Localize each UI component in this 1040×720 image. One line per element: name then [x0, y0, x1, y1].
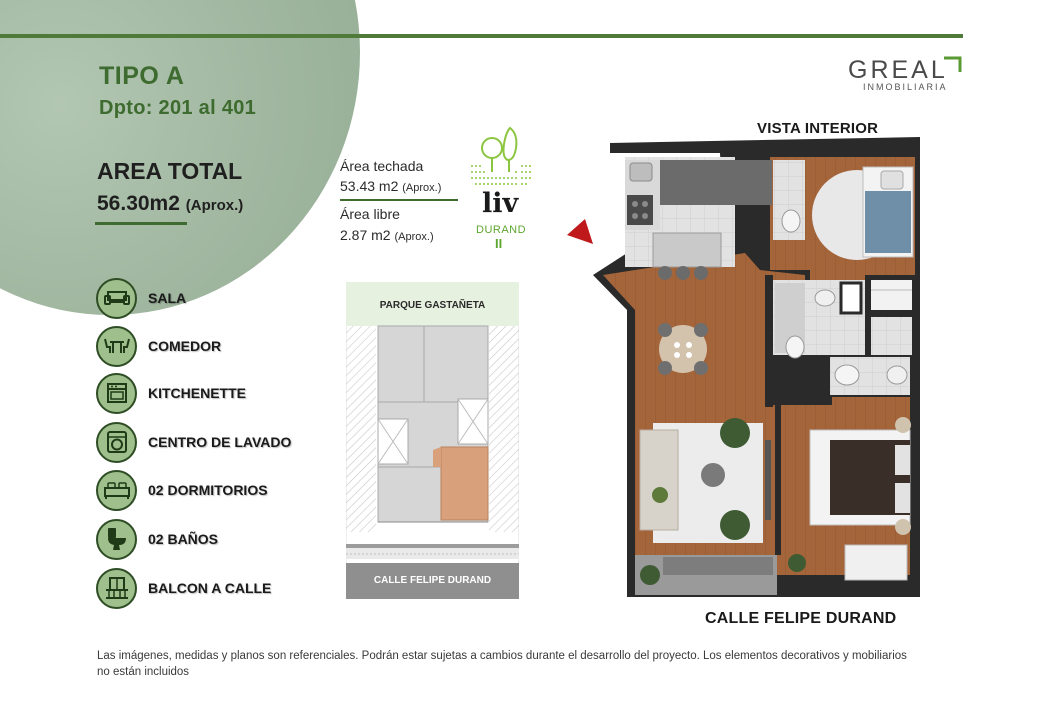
project-logo-name: liv [482, 188, 519, 219]
oven-icon [96, 373, 137, 414]
toilet-icon [96, 519, 137, 560]
site-plan-park-label: PARQUE GASTAÑETA [379, 300, 486, 311]
floor-plan-street-label: CALLE FELIPE DURAND [705, 610, 897, 627]
area-techada-label: Área techada [340, 158, 424, 174]
area-techada-number: 53.43 m2 [340, 178, 399, 194]
project-logo-line1: DURAND [476, 224, 527, 236]
area-libre-value [340, 227, 434, 243]
area-techada-value [340, 178, 441, 194]
area-techada-note: (Aprox.) [402, 182, 442, 194]
amenity-item-comedor [96, 325, 221, 367]
dining-table-icon [96, 326, 137, 367]
site-plan-drawing [346, 282, 519, 599]
project-logo-line2: II [495, 236, 503, 251]
amenity-label: CENTRO DE LAVADO [148, 434, 292, 450]
floor-plan-drawing [565, 135, 925, 600]
amenity-item-kitchenette [96, 372, 246, 414]
amenity-item-dormitorios [96, 469, 268, 511]
brand-logo-mark-icon [942, 56, 962, 74]
header-divider [0, 34, 963, 38]
brand-logo-sub: INMOBILIARIA [863, 82, 948, 92]
site-plan-street-label: CALLE FELIPE DURAND [373, 575, 492, 586]
amenity-label: KITCHENETTE [148, 385, 246, 401]
site-plan [346, 282, 519, 599]
area-total-number: 56.30m2 [97, 192, 180, 215]
area-separator [340, 199, 458, 201]
highlighted-unit [441, 447, 488, 520]
area-total-underline [95, 222, 187, 225]
floor-plan-vista-label: VISTA INTERIOR [757, 120, 879, 137]
project-logo [466, 124, 538, 256]
disclaimer-text: Las imágenes, medidas y planos son referenciales. Podrán estar sujetas a cambios durante el desarrollo del proyecto. Los elementos decorativos y mobiliarios no están incluidos [97, 650, 907, 678]
area-total-label: AREA TOTAL [97, 158, 243, 184]
area-total-value [97, 192, 243, 216]
amenity-label: 02 BAÑOS [148, 531, 219, 547]
amenity-label: COMEDOR [148, 338, 222, 354]
amenity-item-lavado [96, 421, 291, 463]
unit-range-subtitle: Dpto: 201 al 401 [99, 97, 257, 119]
brand-logo-name: GREAL [848, 56, 948, 84]
balcony-icon [96, 568, 137, 609]
amenity-item-sala [96, 277, 186, 319]
floor-plan [565, 135, 925, 600]
bed-icon [96, 470, 137, 511]
amenity-label: BALCON A CALLE [148, 580, 272, 596]
amenity-label: SALA [148, 290, 187, 306]
area-libre-note: (Aprox.) [394, 231, 434, 243]
area-libre-label: Área libre [340, 206, 400, 222]
amenity-item-banos [96, 518, 218, 560]
area-total-note: (Aprox.) [185, 197, 244, 214]
area-libre-number: 2.87 m2 [340, 227, 391, 243]
tree-icon [466, 124, 538, 194]
washing-machine-icon [96, 422, 137, 463]
unit-type-title: TIPO A [99, 62, 185, 90]
amenity-item-balcon [96, 567, 271, 609]
amenity-label: 02 DORMITORIOS [148, 482, 268, 498]
sofa-icon [96, 278, 137, 319]
